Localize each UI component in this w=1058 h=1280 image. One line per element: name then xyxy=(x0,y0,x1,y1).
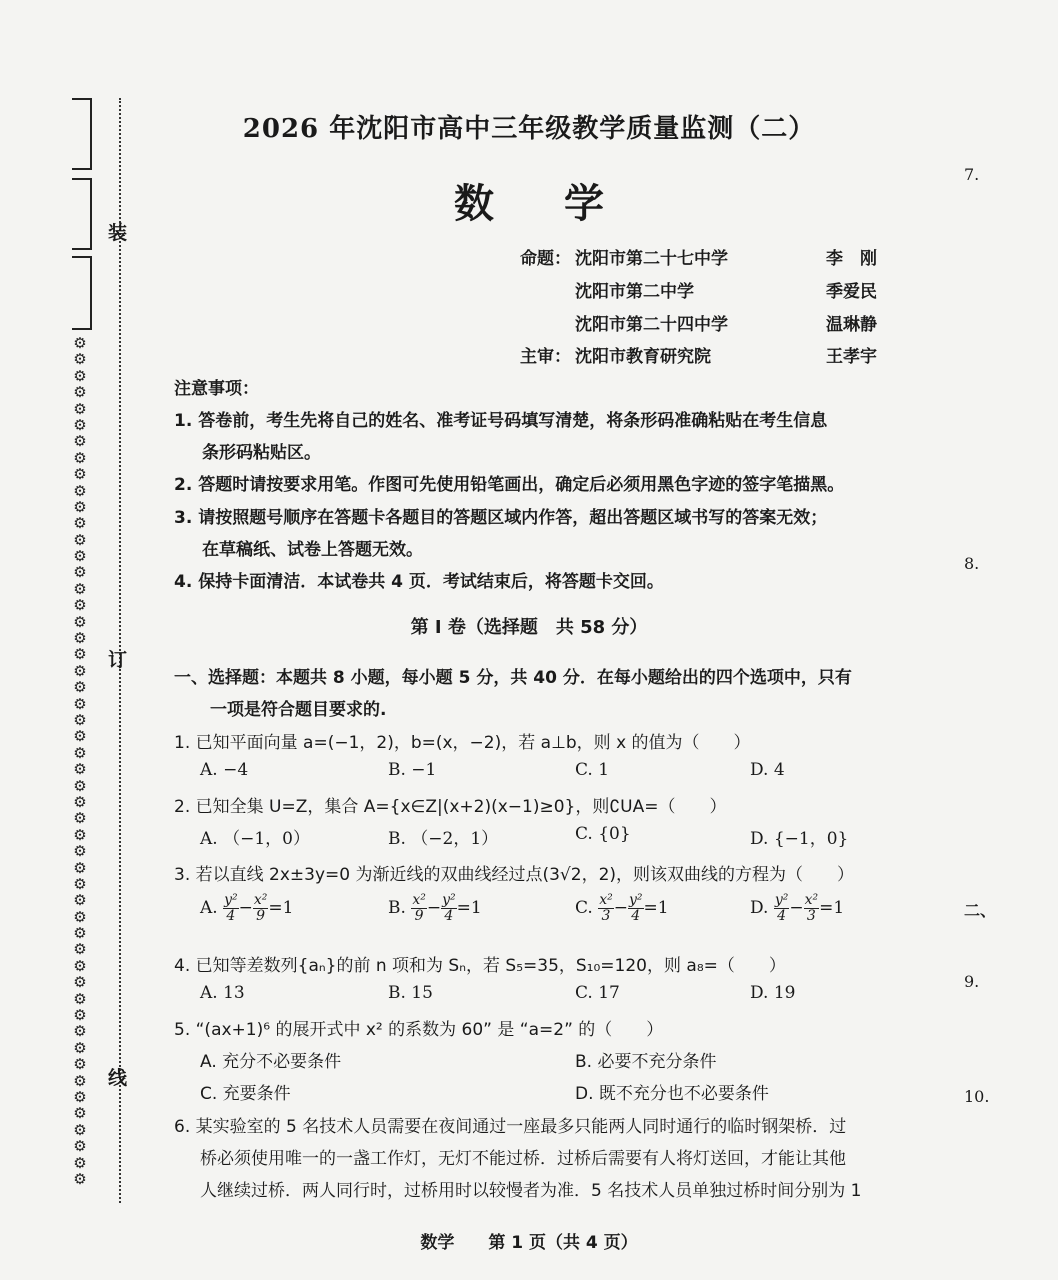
gear-icon: ⚙ xyxy=(73,989,87,1008)
proposition-label: 命题： xyxy=(520,249,571,269)
option: A. −4 xyxy=(200,760,249,780)
notice-item: 4. 保持卡面清洁．本试卷共 4 页．考试结束后，将答题卡交回。 xyxy=(174,572,664,592)
credit-name: 季爱民 xyxy=(826,282,877,302)
frac-rhs: =1 xyxy=(456,898,482,918)
gear-icon: ⚙ xyxy=(73,760,87,779)
gear-icon: ⚙ xyxy=(73,432,87,451)
option: C. {0} xyxy=(575,824,631,844)
option: A. 充分不必要条件 xyxy=(200,1052,342,1072)
frac-op: − xyxy=(426,898,442,918)
gear-icon: ⚙ xyxy=(73,727,87,746)
gear-icon: ⚙ xyxy=(73,1022,87,1041)
option: B. 15 xyxy=(388,983,433,1003)
gear-icon: ⚙ xyxy=(73,661,87,680)
question-stem: 5. “(ax+1)⁶ 的展开式中 x² 的系数为 60” 是 “a=2” 的（ ） xyxy=(174,1020,664,1040)
gear-icon: ⚙ xyxy=(73,694,87,713)
option: B. −1 xyxy=(388,760,437,780)
gear-icon: ⚙ xyxy=(73,956,87,975)
credit-org: 沈阳市第二十七中学 xyxy=(575,249,728,269)
gear-icon: ⚙ xyxy=(73,612,87,631)
option-label: D. xyxy=(750,898,769,918)
option: D. 19 xyxy=(750,983,796,1003)
gear-icon: ⚙ xyxy=(73,366,87,385)
gear-icon: ⚙ xyxy=(73,1137,87,1156)
frac-den: 9 xyxy=(256,908,266,924)
gear-icon: ⚙ xyxy=(73,1071,87,1090)
gear-icon: ⚙ xyxy=(73,1055,87,1074)
frac-num: y² xyxy=(224,892,238,908)
exam-title: 2026 年沈阳市高中三年级教学质量监测（二） xyxy=(242,114,816,144)
gear-icon: ⚙ xyxy=(73,415,87,434)
frac-rhs: =1 xyxy=(819,898,845,918)
gear-icon: ⚙ xyxy=(73,924,87,943)
frac-num: y² xyxy=(628,892,643,908)
option: D. 4 xyxy=(750,760,785,780)
right-edge-label: 8. xyxy=(964,554,980,573)
option-label: B. xyxy=(388,898,406,918)
subject-title: 数 学 xyxy=(454,180,632,227)
notice-item: 2. 答题时请按要求用笔。作图可先使用铅笔画出，确定后必须用黑色字迹的签字笔描黑。 xyxy=(174,475,845,495)
gear-icon: ⚙ xyxy=(73,350,87,369)
frac-num: y² xyxy=(442,892,456,908)
frac-num: x² xyxy=(599,892,613,908)
option: C. 1 xyxy=(575,760,610,780)
gear-icon: ⚙ xyxy=(73,1104,87,1123)
gear-icon: ⚙ xyxy=(73,629,87,648)
notice-item: 1. 答卷前，考生先将自己的姓名、准考证号码填写清楚，将条形码准确粘贴在考生信息 xyxy=(174,411,828,431)
option-label: A. xyxy=(200,898,218,918)
part-heading: 第 I 卷（选择题 共 58 分） xyxy=(410,617,648,638)
notice-heading: 注意事项： xyxy=(174,379,259,399)
gear-icon: ⚙ xyxy=(73,743,87,762)
gear-icon: ⚙ xyxy=(73,776,87,795)
gear-icon: ⚙ xyxy=(73,448,87,467)
right-edge-label: 10. xyxy=(964,1087,990,1106)
gear-icon: ⚙ xyxy=(73,596,87,615)
section-intro: 一、选择题：本题共 8 小题，每小题 5 分，共 40 分．在每小题给出的四个选项中，只有 xyxy=(174,668,852,688)
option: C. 充要条件 xyxy=(200,1084,291,1104)
gear-icon: ⚙ xyxy=(73,710,87,729)
gear-icon: ⚙ xyxy=(73,497,87,516)
gear-icon: ⚙ xyxy=(73,842,87,861)
credit-name: 李 刚 xyxy=(826,249,877,269)
gear-icon: ⚙ xyxy=(73,1087,87,1106)
gear-icon: ⚙ xyxy=(73,825,87,844)
credit-org: 沈阳市教育研究院 xyxy=(575,347,711,367)
question-stem: 人继续过桥．两人同行时，过桥用时以较慢者为准．5 名技术人员单独过桥时间分别为 1 xyxy=(200,1181,862,1201)
frac-den: 4 xyxy=(226,908,236,924)
option: D. 既不充分也不必要条件 xyxy=(575,1084,769,1104)
page-footer: 数学 第 1 页（共 4 页） xyxy=(420,1233,638,1253)
option-fraction xyxy=(750,893,844,924)
review-label: 主审： xyxy=(520,347,571,367)
gear-icon: ⚙ xyxy=(73,1169,87,1188)
gear-icon: ⚙ xyxy=(73,579,87,598)
margin-char-ding: 订 xyxy=(108,649,128,671)
gear-icon: ⚙ xyxy=(73,678,87,697)
option-fraction xyxy=(200,893,293,924)
frac-den: 9 xyxy=(414,908,424,924)
question-stem: 1. 已知平面向量 a=(−1，2)，b=(x，−2)，若 a⊥b，则 x 的值为（ ） xyxy=(174,733,751,753)
gear-icon: ⚙ xyxy=(73,874,87,893)
gear-icon: ⚙ xyxy=(73,563,87,582)
binding-gear-strip xyxy=(68,335,92,1187)
gear-icon: ⚙ xyxy=(73,530,87,549)
right-edge-label: 7. xyxy=(964,165,980,184)
credit-org: 沈阳市第二中学 xyxy=(575,282,694,302)
gear-icon: ⚙ xyxy=(73,940,87,959)
frac-num: x² xyxy=(804,892,819,908)
option: D. {−1，0} xyxy=(750,829,849,849)
question-stem: 3. 若以直线 2x±3y=0 为渐近线的双曲线经过点(3√2，2)，则该双曲线的方程为（ ） xyxy=(174,865,855,885)
option: A. （−1，0） xyxy=(200,829,310,849)
gear-icon: ⚙ xyxy=(73,481,87,500)
notice-item: 在草稿纸、试卷上答题无效。 xyxy=(202,540,423,560)
gear-icon: ⚙ xyxy=(73,792,87,811)
frac-op: − xyxy=(613,898,628,918)
frac-op: − xyxy=(789,898,804,918)
frac-rhs: =1 xyxy=(268,898,294,918)
frac-rhs: =1 xyxy=(643,898,669,918)
frac-den: 3 xyxy=(806,908,816,924)
gear-icon: ⚙ xyxy=(73,1006,87,1025)
frac-num: y² xyxy=(774,892,789,908)
option-label: C. xyxy=(575,898,593,918)
section-intro: 一项是符合题目要求的. xyxy=(210,700,387,720)
gear-icon: ⚙ xyxy=(73,399,87,418)
margin-char-xian: 线 xyxy=(108,1067,128,1089)
gear-icon: ⚙ xyxy=(73,891,87,910)
credit-name: 王孝宇 xyxy=(826,347,877,367)
gear-icon: ⚙ xyxy=(73,1038,87,1057)
frac-den: 3 xyxy=(601,908,611,924)
notice-item: 条形码粘贴区。 xyxy=(202,443,321,463)
gear-icon: ⚙ xyxy=(73,1120,87,1139)
gear-icon: ⚙ xyxy=(73,465,87,484)
right-edge-label: 9. xyxy=(964,972,980,991)
notice-item: 3. 请按照题号顺序在答题卡各题目的答题区域内作答，超出答题区域书写的答案无效； xyxy=(174,508,828,528)
option: A. 13 xyxy=(200,983,245,1003)
gear-icon: ⚙ xyxy=(73,907,87,926)
gear-icon: ⚙ xyxy=(73,1153,87,1172)
gear-icon: ⚙ xyxy=(73,514,87,533)
option: B. 必要不充分条件 xyxy=(575,1052,717,1072)
frac-num: x² xyxy=(253,892,268,908)
gear-icon: ⚙ xyxy=(73,383,87,402)
credit-org: 沈阳市第二十四中学 xyxy=(575,315,728,335)
gear-icon: ⚙ xyxy=(73,858,87,877)
margin-char-zhuang: 装 xyxy=(108,222,128,244)
gear-icon: ⚙ xyxy=(73,809,87,828)
frac-num: x² xyxy=(412,892,426,908)
gear-icon: ⚙ xyxy=(73,645,87,664)
option: B. （−2，1） xyxy=(388,829,499,849)
frac-den: 4 xyxy=(631,908,641,924)
gear-icon: ⚙ xyxy=(73,334,87,352)
frac-op: − xyxy=(238,898,253,918)
binding-bracket xyxy=(72,256,92,330)
option: C. 17 xyxy=(575,983,620,1003)
question-stem: 桥必须使用唯一的一盏工作灯，无灯不能过桥．过桥后需要有人将灯送回，才能让其他 xyxy=(200,1149,846,1169)
question-stem: 4. 已知等差数列{aₙ}的前 n 项和为 Sₙ，若 S₅=35，S₁₀=120，则 a₈=（ ） xyxy=(174,956,786,976)
frac-den: 4 xyxy=(777,908,787,924)
option-fraction xyxy=(388,893,482,924)
question-stem: 2. 已知全集 U=Z，集合 A={x∈Z|(x+2)(x−1)≥0}，则∁UA=（ ） xyxy=(174,797,727,817)
gear-icon: ⚙ xyxy=(73,547,87,566)
frac-den: 4 xyxy=(444,908,454,924)
right-edge-label: 二、 xyxy=(964,901,997,920)
option-fraction xyxy=(575,893,669,924)
gear-icon: ⚙ xyxy=(73,973,87,992)
credit-name: 温琳静 xyxy=(826,315,877,335)
question-stem: 6. 某实验室的 5 名技术人员需要在夜间通过一座最多只能两人同时通行的临时钢架桥．过 xyxy=(174,1117,847,1137)
